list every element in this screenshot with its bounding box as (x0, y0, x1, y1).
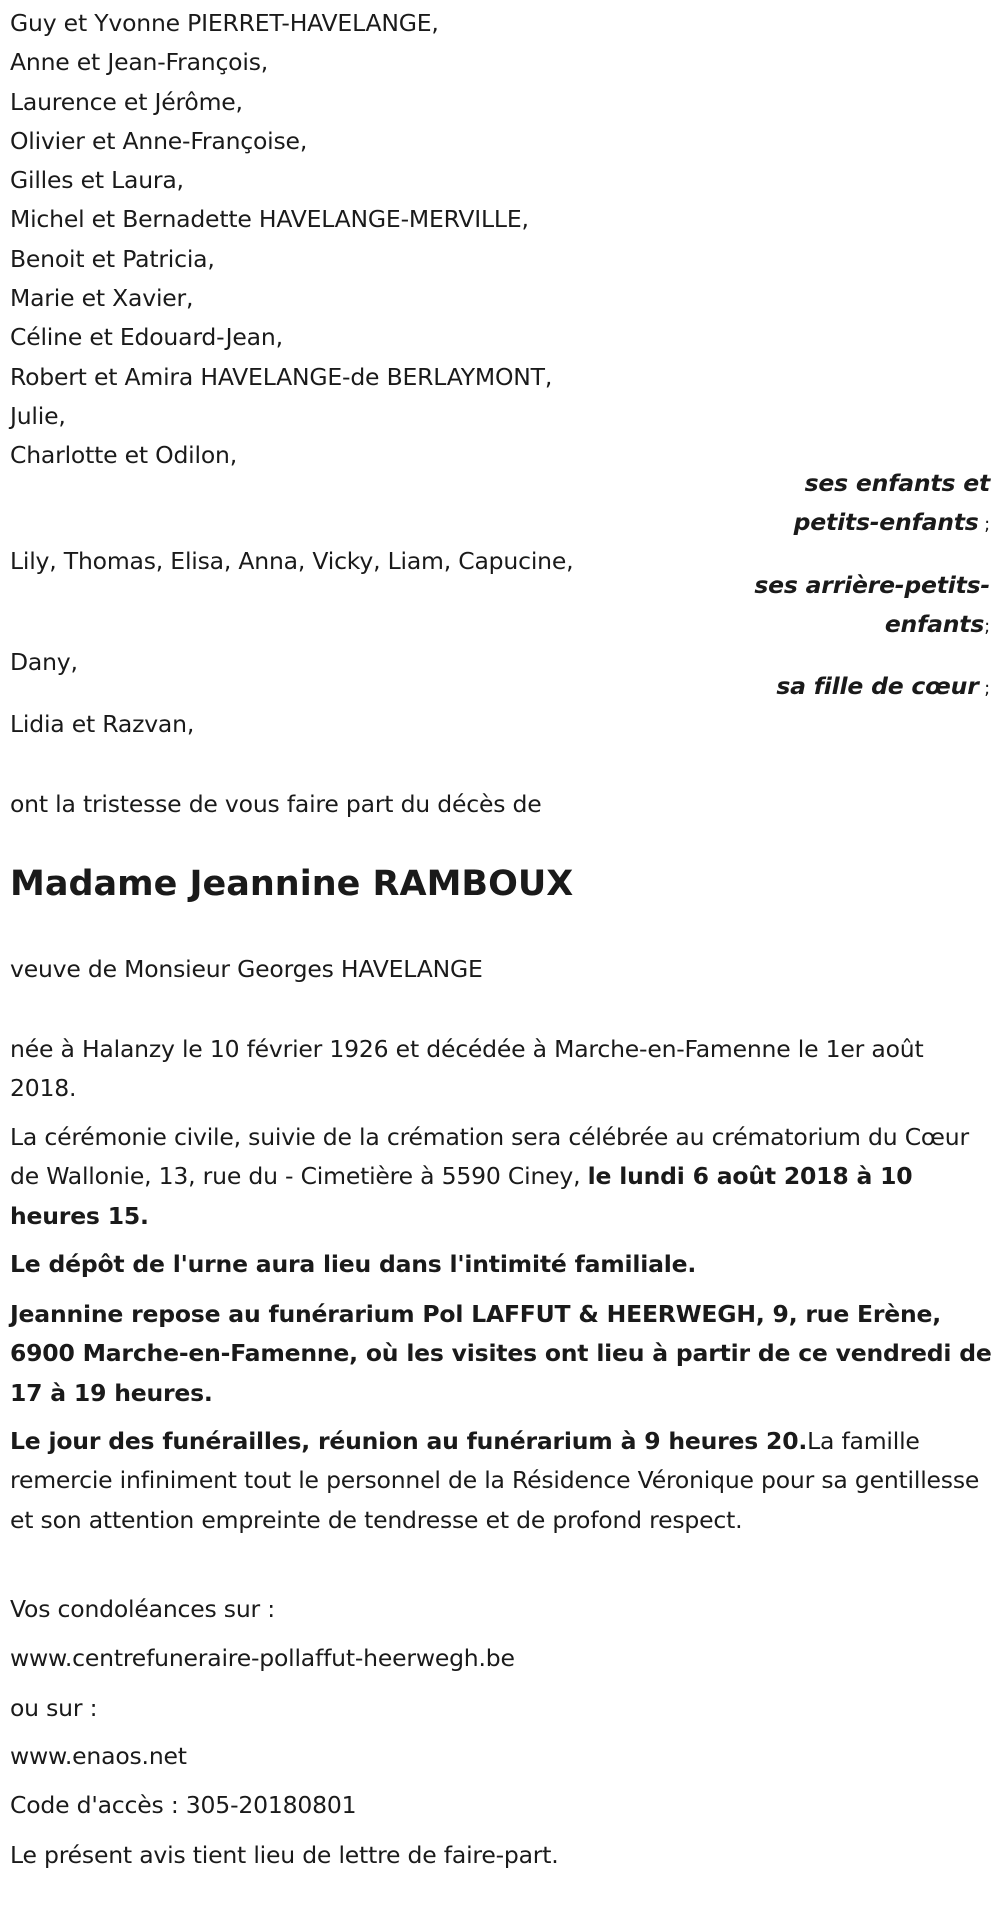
family-line: Julie, (10, 401, 66, 430)
thanks-text: La famille remercie infiniment tout le personnel de la Résidence Véronique pour sa gentillesse et son attention empreinte de tendresse et de profond respect. (10, 1427, 980, 1534)
role-line: ses enfants et (804, 469, 990, 497)
ceremony-date: le lundi 6 août 2018 à 10 heures 15. (10, 1162, 913, 1230)
role-line: sa fille de cœur (776, 672, 979, 700)
family-line: Marie et Xavier, (10, 284, 194, 313)
family-line: Benoit et Patricia, (10, 244, 215, 273)
family-line: Laurence et Jérôme, (10, 87, 243, 116)
family-line: Guy et Yvonne PIERRET-HAVELANGE, (10, 9, 439, 37)
announcement: ont la tristesse de vous faire part du décès de (10, 790, 542, 818)
role-punct: ; (978, 678, 990, 699)
condolences-link-1[interactable]: www.centrefuneraire-pollaffut-heerwegh.be (10, 1644, 515, 1672)
funeral-meeting: Le jour des funérailles, réunion au funérarium à 9 heures 20. (10, 1427, 808, 1455)
repose-notice: Jeannine repose au funérarium Pol LAFFUT & HEERWEGH, 9, rue Erène, 6900 Marche-en-Famenne, où les visites ont lieu à partir de ce vendredi de 17 à 19 heures. (10, 1300, 992, 1407)
or-label: ou sur : (10, 1694, 98, 1722)
birth-death: née à Halanzy le 10 février 1926 et décédée à Marche-en-Famenne le 1er août 2018. (10, 1035, 924, 1103)
family-line: Céline et Edouard-Jean, (10, 323, 283, 352)
role-line: ses arrière-petits- (754, 571, 990, 599)
family-line: Gilles et Laura, (10, 166, 184, 195)
ceremony (10, 1118, 992, 1236)
role-line: petits-enfants (793, 508, 979, 537)
ceremony-text: La cérémonie civile, suivie de la crémation sera célébrée au crématorium du Cœur de Wallonie, 13, rue du - Cimetière à 5590 Ciney, (10, 1123, 969, 1191)
condolences-label: Vos condoléances sur : (10, 1595, 275, 1623)
widow-of: veuve de Monsieur Georges HAVELANGE (10, 955, 483, 983)
family-line: Anne et Jean-François, (10, 48, 269, 77)
family-line: Olivier et Anne-Françoise, (10, 126, 308, 155)
daughter-of-heart-role (776, 667, 990, 708)
daughter-of-heart: Dany, (10, 648, 78, 676)
role-line: enfants (884, 610, 985, 639)
family-line: Robert et Amira HAVELANGE-de BERLAYMONT, (10, 362, 553, 391)
family-list (10, 4, 992, 476)
access-code: Code d'accès : 305-20180801 (10, 1791, 357, 1819)
deceased-name: Madame Jeannine RAMBOUX (10, 864, 574, 904)
role-punct: ; (978, 514, 990, 536)
great-grandchildren-role (754, 566, 990, 647)
great-grandchildren: Lily, Thomas, Elisa, Anna, Vicky, Liam, Capucine, (10, 547, 574, 575)
condolences-link-2[interactable]: www.enaos.net (10, 1742, 187, 1770)
closing-note: Le présent avis tient lieu de lettre de faire-part. (10, 1841, 559, 1869)
funeral-day (10, 1422, 992, 1540)
role-punct: ; (984, 616, 990, 638)
urn-notice: Le dépôt de l'urne aura lieu dans l'intimité familiale. (10, 1250, 697, 1278)
others: Lidia et Razvan, (10, 710, 195, 738)
family-line: Michel et Bernadette HAVELANGE-MERVILLE, (10, 205, 529, 234)
children-role (794, 464, 990, 545)
family-line: Charlotte et Odilon, (10, 441, 237, 470)
